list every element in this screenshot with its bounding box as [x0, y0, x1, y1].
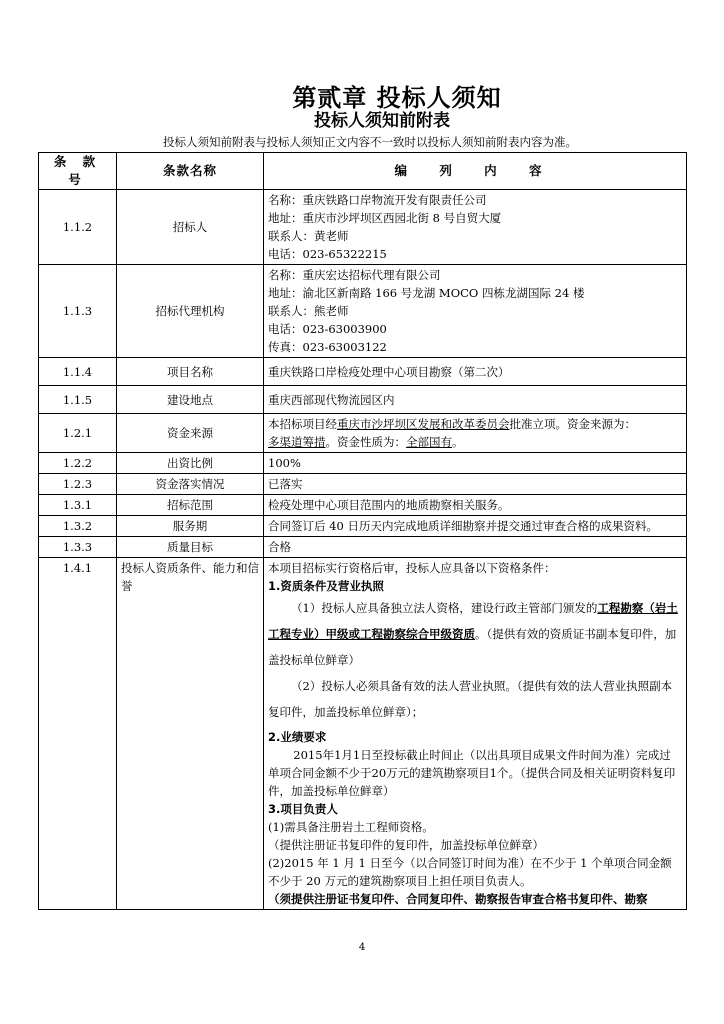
qualification-intro: 本项目招标实行资格后审，投标人应具备以下资格条件： [268, 561, 556, 575]
clause-content: 重庆铁路口岸检疫处理中心项目勘察（第二次） [264, 358, 687, 386]
clause-name: 招标代理机构 [117, 265, 264, 358]
clause-number: 1.3.2 [39, 516, 117, 537]
item-text: 。（提供有效的资质证书副本复印件，加盖投标单位鲜章） [268, 627, 677, 667]
clause-name: 招标范围 [117, 495, 264, 516]
clause-content: 100% [264, 453, 687, 474]
content-line: 传真：023-63003122 [268, 340, 387, 354]
clause-name: 资金落实情况 [117, 474, 264, 495]
performance-requirement: 2015年1月1日至投标截止时间止（以出具项目成果文件时间为准）完成过单项合同金额不少于20万元的建筑勘察项目1个。（提供合同及相关证明资料复印件，加盖投标单位鲜章） [268, 748, 676, 798]
clause-name: 出资比例 [117, 453, 264, 474]
funding-nature: 全部国有 [406, 435, 452, 449]
table-row [39, 453, 687, 474]
clause-number: 1.1.2 [39, 190, 117, 265]
content-line: 名称：重庆铁路口岸物流开发有限责任公司 [268, 193, 487, 207]
table-row [39, 190, 687, 265]
manager-requirement: (1)需具备注册岩土工程师资格。 [268, 820, 434, 834]
clause-number: 1.1.4 [39, 358, 117, 386]
qualification-item: （2）投标人必须具备有效的法人营业执照。（提供有效的法人营业执照副本复印件，加盖投标单位鲜章）； [268, 679, 673, 719]
clause-number: 1.3.3 [39, 537, 117, 558]
clause-number: 1.3.1 [39, 495, 117, 516]
clause-content: 合格 [264, 537, 687, 558]
precedence-note: 投标人须知前附表与投标人须知正文内容不一致时以投标人须知前附表内容为准。 [163, 135, 577, 149]
clause-name: 资金来源 [117, 414, 264, 453]
table-row [39, 265, 687, 358]
clause-name: 建设地点 [117, 386, 264, 414]
clause-content [264, 265, 687, 358]
content-line: 联系人：黄老师 [268, 229, 349, 243]
page-subtitle: 投标人须知前附表 [314, 111, 450, 131]
clause-content [264, 190, 687, 265]
table-row [39, 474, 687, 495]
clause-number: 1.2.3 [39, 474, 117, 495]
content-line: 地址：重庆市沙坪坝区西园北街 8 号自贸大厦 [268, 211, 502, 225]
manager-requirement: （须提供注册证书复印件、合同复印件、勘察报告审查合格书复印件、勘察 [268, 892, 648, 906]
table-row [39, 495, 687, 516]
clause-content: 已落实 [264, 474, 687, 495]
header-content: 编 列 内 容 [264, 153, 687, 190]
clause-number: 1.1.3 [39, 265, 117, 358]
clause-content [264, 414, 687, 453]
clause-name: 投标人资质条件、能力和信誉 [117, 558, 264, 910]
funding-nature-label: 。资金性质为： [325, 435, 406, 449]
table-row [39, 558, 687, 910]
clause-content: 检疫处理中心项目范围内的地质勘察相关服务。 [264, 495, 687, 516]
section-heading: 1.资质条件及营业执照 [268, 579, 384, 593]
funding-approval-text: 本招标项目经 [268, 417, 337, 431]
clause-name: 质量目标 [117, 537, 264, 558]
manager-requirement: (2)2015 年 1 月 1 日至今（以合同签订时间为准）在不少于 1 个单项合同金额不少于 20 万元的建筑勘察项目上担任项目负责人。 [268, 856, 672, 888]
table-header-row [39, 153, 687, 190]
clause-number: 1.1.5 [39, 386, 117, 414]
table-row [39, 358, 687, 386]
table-row [39, 386, 687, 414]
header-clause-name: 条款名称 [117, 153, 264, 190]
clause-name: 项目名称 [117, 358, 264, 386]
clause-name: 服务期 [117, 516, 264, 537]
clause-content [264, 558, 687, 910]
header-clause-no: 条 款 号 [39, 153, 117, 190]
clause-number: 1.4.1 [39, 558, 117, 910]
sentence-end: 。 [452, 435, 464, 449]
funding-source: 多渠道筹措 [268, 435, 326, 449]
content-line: 地址：渝北区新南路 166 号龙湖 MOCO 四栋龙湖国际 24 楼 [268, 286, 585, 300]
clause-number: 1.2.1 [39, 414, 117, 453]
table-row [39, 537, 687, 558]
qualification-item [268, 595, 682, 673]
table-row [39, 516, 687, 537]
content-line: 电话：023-63003900 [268, 322, 387, 336]
funding-source-label: 批准立项。资金来源为： [509, 417, 636, 431]
required-qualification: 工程勘察（岩土工程专业）甲级或工程勘察综合甲级资质 [268, 601, 678, 641]
content-line: 电话：023-65322215 [268, 247, 387, 261]
clause-content: 合同签订后 40 日历天内完成地质详细勘察并提交通过审查合格的成果资料。 [264, 516, 687, 537]
chapter-title: 第贰章 投标人须知 [292, 84, 502, 112]
clause-number: 1.2.2 [39, 453, 117, 474]
table-row [39, 414, 687, 453]
section-heading: 2.业绩要求 [268, 730, 327, 744]
item-text: （1）投标人应具备独立法人资格，建设行政主管部门颁发的 [291, 601, 598, 615]
clause-name: 招标人 [117, 190, 264, 265]
clause-content: 重庆西部现代物流园区内 [264, 386, 687, 414]
approval-authority: 重庆市沙坪坝区发展和改革委员会 [337, 417, 510, 431]
bid-appendix-table [38, 152, 687, 910]
page-number: 4 [358, 942, 366, 953]
content-line: 名称：重庆宏达招标代理有限公司 [268, 268, 441, 282]
manager-requirement: （提供注册证书复印件的复印件，加盖投标单位鲜章） [268, 838, 544, 852]
section-heading: 3.项目负责人 [268, 802, 338, 816]
content-line: 联系人：熊老师 [268, 304, 349, 318]
